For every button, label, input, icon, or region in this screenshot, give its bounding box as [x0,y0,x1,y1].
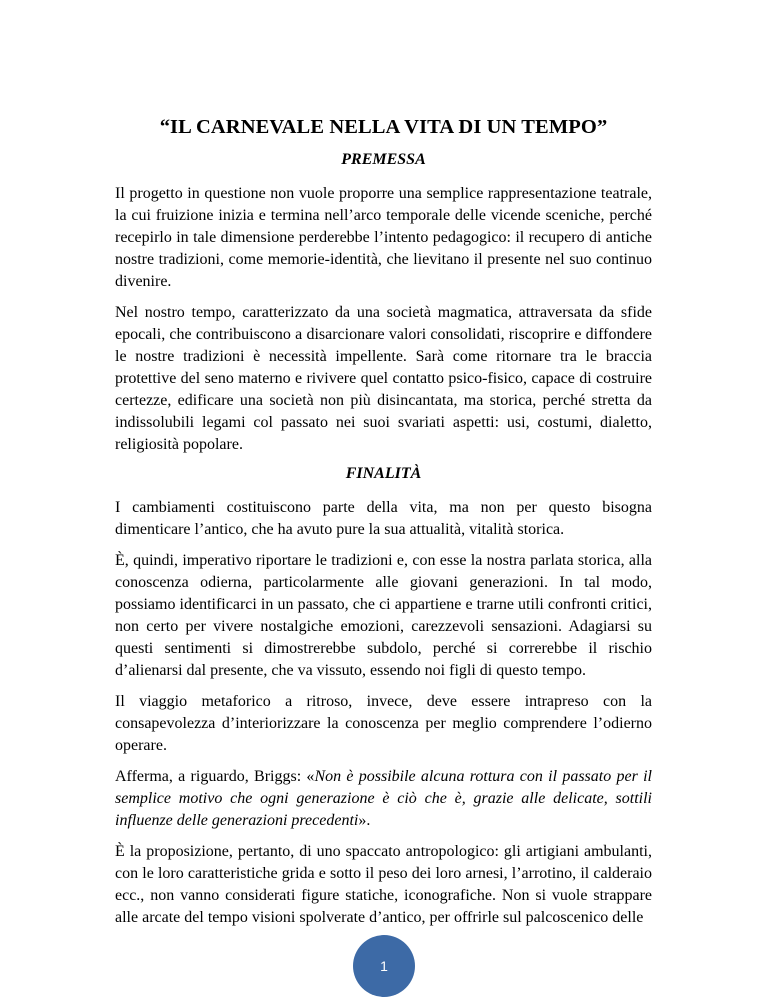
paragraph-finalita-1: I cambiamenti costituiscono parte della vita, ma non per questo bisogna dimenticare l’antico, che ha avuto pure la sua attualità, vitalità storica. [115,499,652,538]
paragraph-premessa-2: Nel nostro tempo, caratterizzato da una società magmatica, attraversata da sfide epocali, che contribuiscono a disarcionare valori consolidati, riscoprire e diffondere le nostre tradizioni è necessità impellente. Sarà come ritornare tra le braccia protettive del seno materno e rivivere quel contatto psico-fisico, capace di costruire certezze, edificare una società non più disincantata, ma storica, perché stretta da indissolubili legami col passato nei suoi svariati aspetti: usi, costumi, dialetto, religiosità popolare. [115,304,652,453]
section-heading-finalita: FINALITÀ [345,465,422,482]
page-number: 1 [380,958,388,974]
page-number-marker [352,934,416,998]
quote-text: Non è possibile alcuna rottura con il passato per il semplice motivo che ogni generazione è ciò che è, grazie alle delicate, sottili influenze delle generazioni precedenti [115,768,652,829]
paragraph-briggs-quote [115,766,652,832]
paragraph-premessa-1: Il progetto in questione non vuole proporre una semplice rappresentazione teatrale, la cui fruizione inizia e termina nell’arco temporale delle vicende sceniche, perché recepirlo in tale dimensione perderebbe l’intento pedagogico: il recupero di antiche nostre tradizioni, come memorie-identità, che lievitano il presente nel suo continuo divenire. [115,185,652,290]
quote-intro: Afferma, a riguardo, Briggs: « [115,768,315,785]
document-title: “IL CARNEVALE NELLA VITA DI UN TEMPO” [159,116,608,138]
quote-outro: ». [358,812,371,829]
section-heading-premessa: PREMESSA [341,151,426,168]
document-body [115,116,652,938]
paragraph-finalita-2: È, quindi, imperativo riportare le tradizioni e, con esse la nostra parlata storica, alla conoscenza odierna, particolarmente alle giovani generazioni. In tal modo, possiamo identificarci in un passato, che ci appartiene e trarne utili confronti critici, non certo per vivere nostalgiche emozioni, carezzevoli sensazioni. Adagiarsi su questi sentimenti si dimostrerebbe subdolo, perché si correrebbe il rischio d’alienarsi dal presente, che va vissuto, essendo noi figli di questo tempo. [115,552,652,679]
paragraph-finalita-closing: È la proposizione, pertanto, di uno spaccato antropologico: gli artigiani ambulanti, con le loro caratteristiche grida e sotto il peso dei loro arnesi, l’arrotino, il calderaio ecc., non vanno considerati figure statiche, iconografiche. Non si vuole strappare alle arcate del tempo visioni spolverate d’antico, per offrirle sul palcoscenico delle [115,843,652,926]
paragraph-finalita-3: Il viaggio metaforico a ritroso, invece, deve essere intrapreso con la consapevolezza d’interiorizzare la conoscenza per meglio comprendere l’odierno operare. [115,693,652,754]
